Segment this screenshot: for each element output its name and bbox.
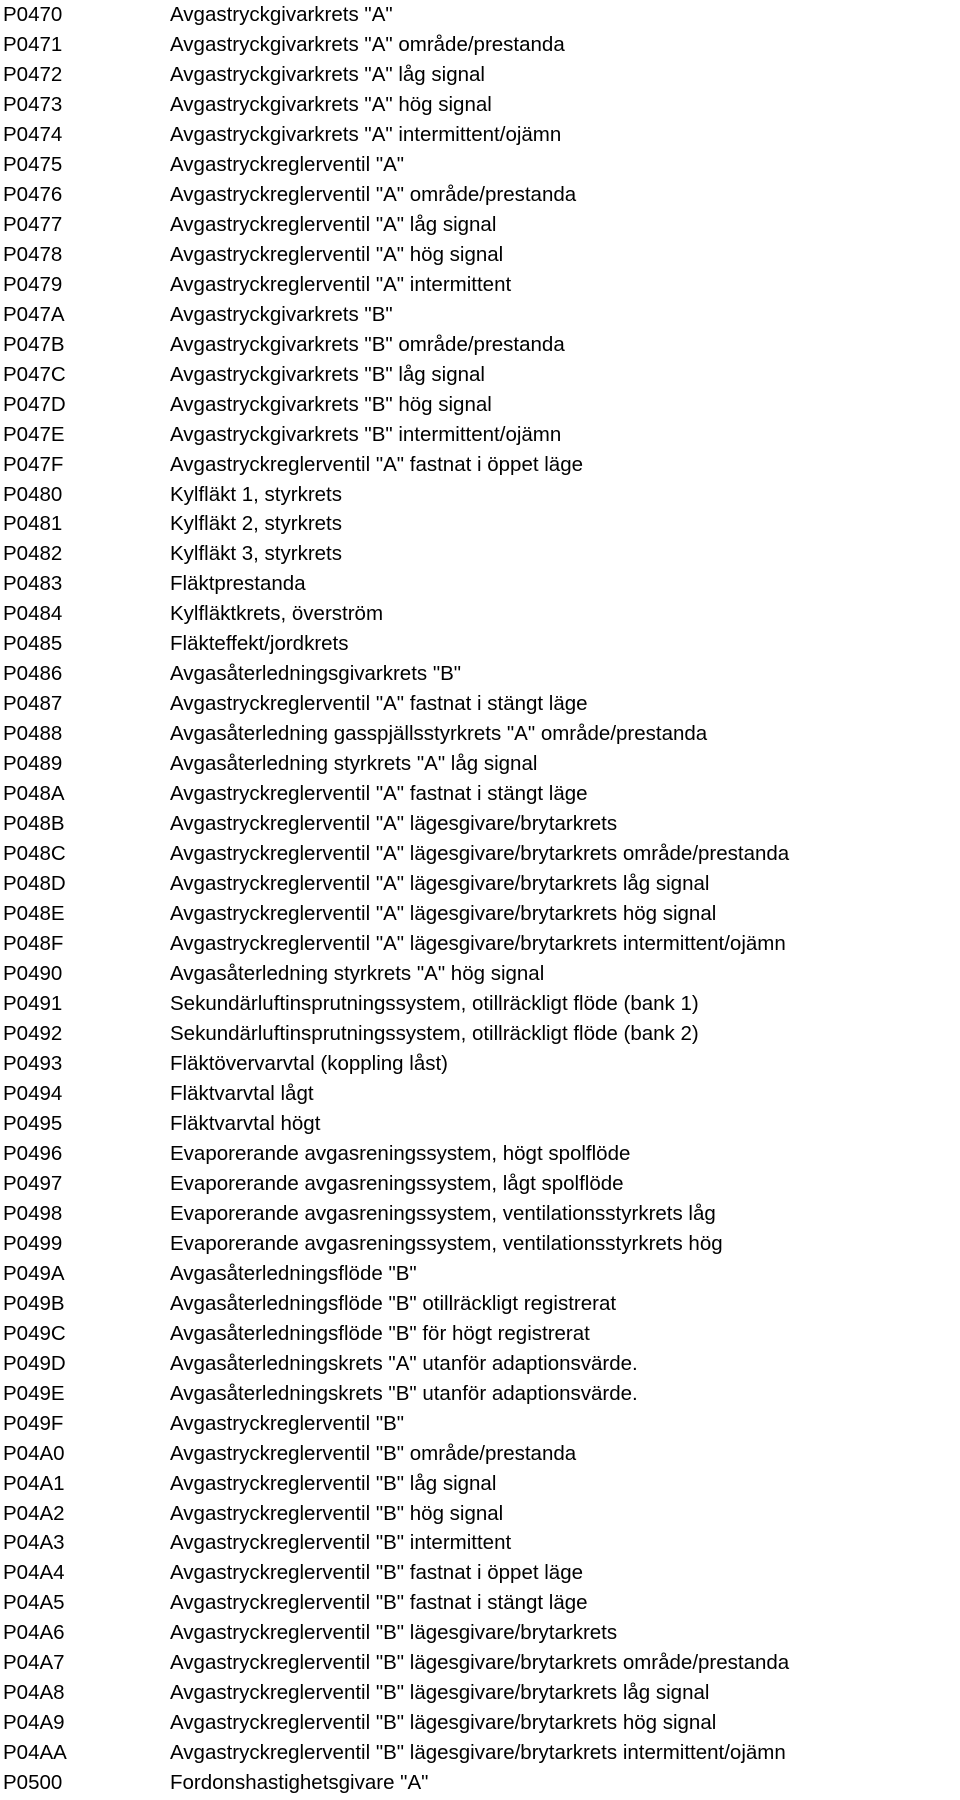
dtc-code: P04A7 <box>3 1651 65 1675</box>
dtc-description: Avgasåterledningsflöde "B" <box>170 1261 417 1285</box>
list-item <box>0 1079 960 1109</box>
dtc-description: Avgastryckreglerventil "B" lägesgivare/brytarkrets intermittent/ojämn <box>170 1741 786 1765</box>
dtc-description: Avgastryckreglerventil "A" fastnat i stängt läge <box>170 782 588 806</box>
list-item <box>0 1199 960 1229</box>
dtc-description: Avgastryckreglerventil "A" lägesgivare/brytarkrets <box>170 812 618 836</box>
dtc-description: Evaporerande avgasreningssystem, ventilationsstyrkrets hög <box>170 1231 723 1255</box>
dtc-code: P0486 <box>3 662 63 686</box>
dtc-code: P04A8 <box>3 1681 65 1705</box>
list-item <box>0 1109 960 1139</box>
list-item <box>0 959 960 989</box>
dtc-description: Avgasåterledningskrets "A" utanför adaptionsvärde. <box>170 1351 638 1375</box>
list-item <box>0 150 960 180</box>
dtc-code: P0492 <box>3 1021 63 1045</box>
dtc-code: P0481 <box>3 512 63 536</box>
dtc-code: P0479 <box>3 272 63 296</box>
list-item <box>0 1049 960 1079</box>
list-item <box>0 420 960 450</box>
list-item <box>0 330 960 360</box>
dtc-code: P049D <box>3 1351 66 1375</box>
list-item <box>0 0 960 30</box>
dtc-code: P048B <box>3 812 65 836</box>
list-item <box>0 779 960 809</box>
dtc-description: Avgastryckreglerventil "A" hög signal <box>170 242 504 266</box>
list-item <box>0 839 960 869</box>
list-item <box>0 390 960 420</box>
dtc-description: Avgasåterledningsflöde "B" för högt registrerat <box>170 1321 590 1345</box>
dtc-code: P048A <box>3 782 65 806</box>
dtc-code: P0482 <box>3 542 63 566</box>
dtc-code: P0491 <box>3 992 63 1015</box>
dtc-code: P0496 <box>3 1141 63 1165</box>
dtc-description: Avgastryckreglerventil "B" hög signal <box>170 1501 504 1525</box>
dtc-code: P0476 <box>3 182 63 206</box>
dtc-code: P0497 <box>3 1171 63 1195</box>
dtc-description: Fläktövervarvtal (koppling låst) <box>170 1051 448 1075</box>
dtc-description: Kylfläkt 2, styrkrets <box>170 512 343 536</box>
dtc-description: Avgastryckreglerventil "A" lägesgivare/brytarkrets intermittent/ojämn <box>170 932 786 956</box>
dtc-description: Sekundärluftinsprutningssystem, otillräckligt flöde (bank 2) <box>170 1021 699 1045</box>
dtc-code: P0498 <box>3 1201 63 1225</box>
list-item <box>0 809 960 839</box>
dtc-code: P049C <box>3 1321 66 1345</box>
dtc-code: P048E <box>3 902 65 926</box>
dtc-code: P049A <box>3 1261 65 1285</box>
dtc-description: Avgastryckgivarkrets "A" låg signal <box>170 62 485 86</box>
dtc-description: Fläktvarvtal lågt <box>170 1081 314 1105</box>
dtc-description: Avgastryckreglerventil "A" lägesgivare/brytarkrets område/prestanda <box>170 842 790 866</box>
dtc-code: P0485 <box>3 632 63 656</box>
list-item <box>0 1229 960 1259</box>
list-item <box>0 1469 960 1499</box>
list-item <box>0 480 960 510</box>
list-item <box>0 1648 960 1678</box>
dtc-code: P0484 <box>3 602 63 626</box>
dtc-description: Avgastryckgivarkrets "A" intermittent/ojämn <box>170 122 562 146</box>
dtc-code: P04A6 <box>3 1621 65 1645</box>
dtc-code: P04AA <box>3 1741 67 1765</box>
list-item <box>0 60 960 90</box>
dtc-description: Avgastryckreglerventil "B" lägesgivare/brytarkrets <box>170 1621 618 1645</box>
dtc-code: P0494 <box>3 1081 63 1105</box>
list-item <box>0 210 960 240</box>
list-item <box>0 360 960 390</box>
dtc-description: Avgastryckreglerventil "A" område/prestanda <box>170 182 577 206</box>
dtc-description: Evaporerande avgasreningssystem, ventilationsstyrkrets låg <box>170 1201 716 1225</box>
dtc-description: Avgastryckreglerventil "B" <box>170 1411 405 1435</box>
list-item <box>0 1768 960 1798</box>
list-item <box>0 1708 960 1738</box>
list-item <box>0 90 960 120</box>
list-item <box>0 1558 960 1588</box>
dtc-code: P0473 <box>3 92 63 116</box>
dtc-description: Avgastryckreglerventil "A" <box>170 152 405 176</box>
dtc-description: Avgastryckreglerventil "A" fastnat i öppet läge <box>170 452 584 476</box>
dtc-description: Avgastryckreglerventil "A" lägesgivare/brytarkrets hög signal <box>170 902 717 926</box>
dtc-code: P0500 <box>3 1771 63 1795</box>
dtc-description: Fläktvarvtal högt <box>170 1111 321 1135</box>
dtc-description: Avgastryckgivarkrets "A" hög signal <box>170 92 492 116</box>
dtc-description: Avgastryckgivarkrets "B" hög signal <box>170 392 492 416</box>
dtc-description: Avgastryckgivarkrets "A" område/prestanda <box>170 32 565 56</box>
list-item <box>0 1678 960 1708</box>
list-item <box>0 1289 960 1319</box>
list-item <box>0 300 960 330</box>
dtc-description: Avgastryckgivarkrets "B" intermittent/ojämn <box>170 422 562 446</box>
list-item <box>0 120 960 150</box>
list-item <box>0 240 960 270</box>
list-item <box>0 30 960 60</box>
list-item <box>0 270 960 300</box>
dtc-description: Avgastryckreglerventil "A" lägesgivare/brytarkrets låg signal <box>170 872 710 896</box>
dtc-code: P047D <box>3 392 66 416</box>
dtc-description: Avgastryckreglerventil "A" låg signal <box>170 212 497 236</box>
dtc-description: Avgasåterledningsgivarkrets "B" <box>170 662 462 686</box>
dtc-description: Kylfläkt 3, styrkrets <box>170 542 343 566</box>
dtc-code: P0471 <box>3 32 63 56</box>
dtc-code: P04A1 <box>3 1471 65 1495</box>
dtc-description: Evaporerande avgasreningssystem, lågt spolflöde <box>170 1171 624 1195</box>
dtc-code: P04A5 <box>3 1591 65 1615</box>
list-item <box>0 1439 960 1469</box>
list-item <box>0 450 960 480</box>
dtc-description: Avgastryckreglerventil "B" lägesgivare/brytarkrets låg signal <box>170 1681 710 1705</box>
dtc-description: Avgastryckreglerventil "B" lägesgivare/brytarkrets område/prestanda <box>170 1651 790 1675</box>
list-item <box>0 1319 960 1349</box>
list-item <box>0 1499 960 1529</box>
list-item <box>0 1169 960 1199</box>
list-item <box>0 1738 960 1768</box>
list-item <box>0 1019 960 1049</box>
dtc-code: P047E <box>3 422 65 446</box>
dtc-description: Kylfläktkrets, överström <box>170 602 384 626</box>
dtc-code: P0490 <box>3 962 63 986</box>
dtc-code: P0474 <box>3 122 63 146</box>
list-item <box>0 689 960 719</box>
list-item <box>0 1528 960 1558</box>
dtc-description: Avgastryckreglerventil "A" fastnat i stängt läge <box>170 692 588 716</box>
dtc-description: Avgastryckreglerventil "B" fastnat i stängt läge <box>170 1591 588 1615</box>
dtc-description: Avgastryckreglerventil "B" intermittent <box>170 1531 512 1555</box>
dtc-code: P047F <box>3 452 64 476</box>
list-item <box>0 569 960 599</box>
dtc-code: P0489 <box>3 752 63 776</box>
list-item <box>0 1409 960 1439</box>
dtc-description: Avgastryckreglerventil "B" låg signal <box>170 1471 497 1495</box>
dtc-code: P04A9 <box>3 1711 65 1735</box>
dtc-code: P048F <box>3 932 64 956</box>
dtc-description: Sekundärluftinsprutningssystem, otillräckligt flöde (bank 1) <box>170 992 699 1015</box>
list-item <box>0 719 960 749</box>
dtc-code: P048C <box>3 842 66 866</box>
dtc-code: P047C <box>3 362 66 386</box>
dtc-description: Fordonshastighetsgivare "A" <box>170 1771 429 1795</box>
dtc-code: P0480 <box>3 482 63 506</box>
dtc-description: Fläktprestanda <box>170 572 306 596</box>
list-item <box>0 929 960 959</box>
dtc-description: Avgasåterledningskrets "B" utanför adaptionsvärde. <box>170 1381 638 1405</box>
list-item <box>0 989 960 1019</box>
dtc-code: P0470 <box>3 3 63 26</box>
dtc-description: Avgastryckgivarkrets "B" <box>170 302 393 326</box>
dtc-code: P0495 <box>3 1111 63 1135</box>
dtc-code: P0475 <box>3 152 63 176</box>
dtc-description: Kylfläkt 1, styrkrets <box>170 482 343 506</box>
dtc-code: P0499 <box>3 1231 63 1255</box>
list-item <box>0 180 960 210</box>
dtc-description: Fläkteffekt/jordkrets <box>170 632 349 656</box>
dtc-description: Avgastryckgivarkrets "B" låg signal <box>170 362 485 386</box>
dtc-code: P0493 <box>3 1051 63 1075</box>
list-item <box>0 629 960 659</box>
dtc-code: P04A0 <box>3 1441 65 1465</box>
dtc-description: Avgastryckreglerventil "A" intermittent <box>170 272 512 296</box>
dtc-description: Avgastryckreglerventil "B" fastnat i öppet läge <box>170 1561 584 1585</box>
dtc-description: Avgasåterledning gasspjällsstyrkrets "A" område/prestanda <box>170 722 708 746</box>
list-item <box>0 1379 960 1409</box>
dtc-code: P04A3 <box>3 1531 65 1555</box>
list-item <box>0 869 960 899</box>
dtc-code: P0483 <box>3 572 63 596</box>
dtc-code: P0478 <box>3 242 63 266</box>
dtc-description: Avgasåterledning styrkrets "A" låg signal <box>170 752 538 776</box>
list-item <box>0 1588 960 1618</box>
dtc-code: P047B <box>3 332 65 356</box>
dtc-description: Evaporerande avgasreningssystem, högt spolflöde <box>170 1141 631 1165</box>
dtc-code: P0487 <box>3 692 63 716</box>
dtc-code: P0488 <box>3 722 63 746</box>
dtc-code: P0472 <box>3 62 63 86</box>
dtc-description: Avgastryckreglerventil "B" lägesgivare/brytarkrets hög signal <box>170 1711 717 1735</box>
list-item <box>0 659 960 689</box>
dtc-description: Avgastryckgivarkrets "A" <box>170 3 393 26</box>
dtc-code: P047A <box>3 302 65 326</box>
list-item <box>0 1259 960 1289</box>
list-item <box>0 1618 960 1648</box>
list-item <box>0 1349 960 1379</box>
list-item <box>0 539 960 569</box>
dtc-code: P049F <box>3 1411 64 1435</box>
dtc-description: Avgastryckreglerventil "B" område/prestanda <box>170 1441 577 1465</box>
list-item <box>0 1139 960 1169</box>
dtc-description: Avgastryckgivarkrets "B" område/prestanda <box>170 332 565 356</box>
dtc-code: P049B <box>3 1291 65 1315</box>
dtc-description: Avgasåterledningsflöde "B" otillräckligt registrerat <box>170 1291 617 1315</box>
dtc-code: P04A2 <box>3 1501 65 1525</box>
list-item <box>0 899 960 929</box>
dtc-code: P048D <box>3 872 66 896</box>
dtc-code: P04A4 <box>3 1561 65 1585</box>
list-item <box>0 599 960 629</box>
dtc-code: P049E <box>3 1381 65 1405</box>
list-item <box>0 749 960 779</box>
dtc-code: P0477 <box>3 212 63 236</box>
dtc-description: Avgasåterledning styrkrets "A" hög signal <box>170 962 545 986</box>
list-item <box>0 509 960 539</box>
